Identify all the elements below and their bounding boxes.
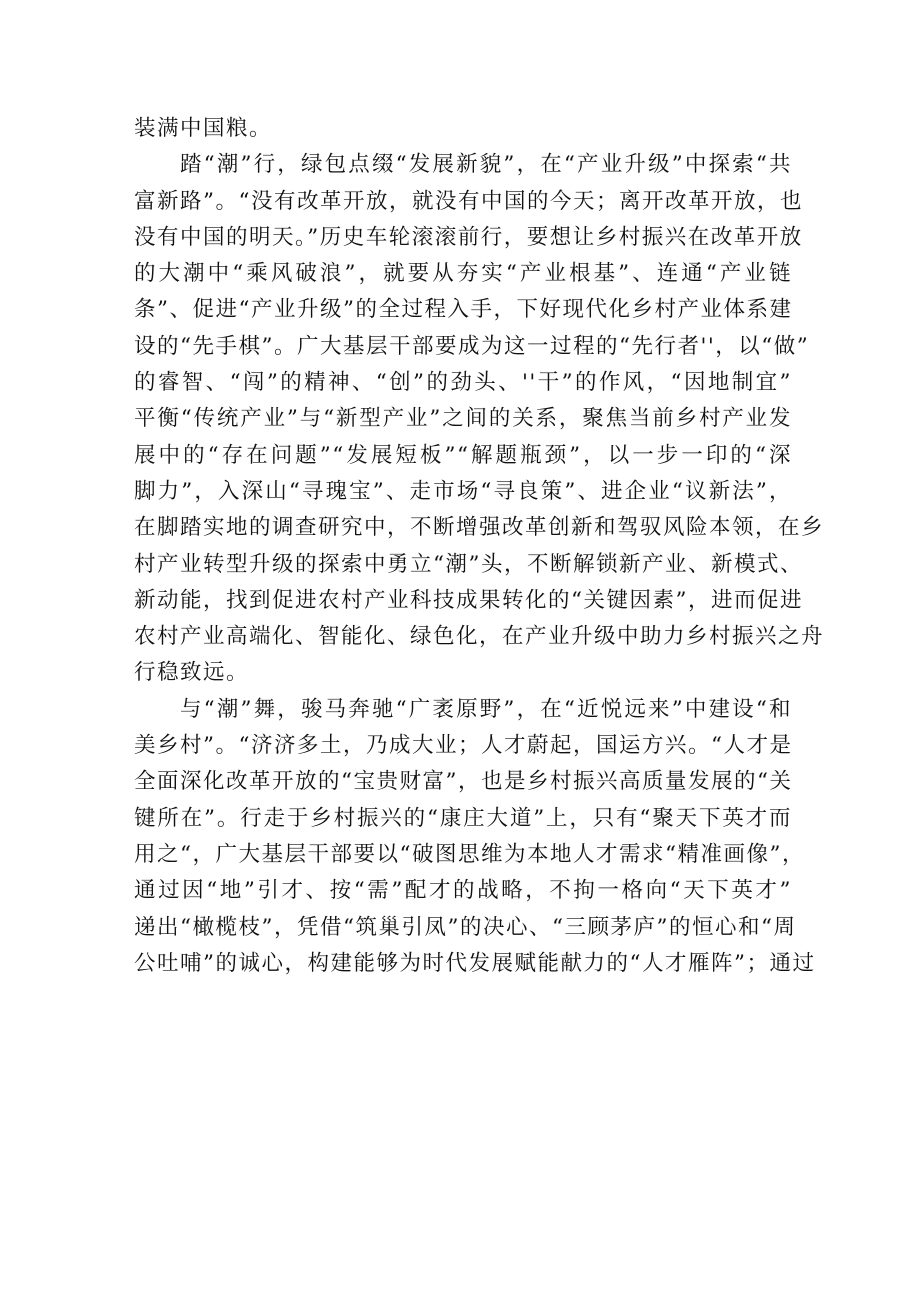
text-line: 的睿智、“闯”的精神、“创”的劲头、''干”的作风，“因地制宜” [134,370,792,396]
text-line: 装满中国粮。 [134,116,273,141]
text-line: 公吐哺”的诚心，构建能够为时代发展赋能献力的“人才雁阵”；通过 [134,950,816,976]
text-line: 村产业转型升级的探索中勇立“潮”头，不断解锁新产业、新模式、 [134,551,803,577]
text-line: 全面深化改革开放的“宝贵财富”，也是乡村振兴高质量发展的“关 [134,769,793,795]
text-line: 美乡村”。“济济多土，乃成大业；人才蔚起，国运方兴。“人才是 [134,733,793,759]
paragraph-3 [134,692,816,982]
text-line: 通过因“地”引才、按“需”配才的战略，不拘一格向“天下英才” [134,878,792,904]
text-line: 行稳致远。 [134,660,250,686]
text-line: 设的“先手棋”。广大基层干部要成为这一过程的“先行者''，以“做” [134,333,810,359]
text-line: 用之“，广大基层干部要以“破图思维为本地人才需求“精准画像”， [134,841,805,867]
text-line: 富新路”。“没有改革开放，就没有中国的今天；离开改革开放，也 [134,188,803,214]
text-line: 没有中国的明天。”历史车轮滚滚前行，要想让乡村振兴在改革开放 [134,224,803,250]
paragraph-2 [134,147,825,691]
text-line: 新动能，找到促进农村产业科技成果转化的“关键因素”，进而促进 [134,587,803,613]
text-line: 展中的“存在问题”“发展短板”“解题瓶颈”，以一步一印的“深 [134,442,792,468]
text-line: 脚力”，入深山“寻瑰宝”、走市场“寻良策”、进企业“议新法”， [134,478,792,504]
paragraph-1 [134,111,792,147]
text-line: 平衡“传统产业”与“新型产业”之间的关系，聚焦当前乡村产业发 [134,406,792,432]
document-page [134,111,825,982]
text-line: 与“潮”舞，骏马奔驰“广袤原野”，在“近悦远来”中建设“和 [180,696,792,722]
text-line: 递出“橄榄枝”，凭借“筑巢引凤”的决心、“三顾茅庐”的恒心和“周 [134,914,797,940]
text-line: 在脚踏实地的调查研究中，不断增强改革创新和驾驭风险本领，在乡 [134,515,825,541]
text-line: 键所在”。行走于乡村振兴的“康庄大道”上，只有“聚天下英才而 [134,805,792,831]
text-line: 踏“潮”行，绿包点缀“发展新貌”，在“产业升级”中探索“共 [180,152,792,178]
text-line: 农村产业高端化、智能化、绿色化，在产业升级中助力乡村振兴之舟 [134,624,825,650]
text-line: 的大潮中“乘风破浪”，就要从夯实“产业根基”、连通“产业链 [134,261,792,287]
text-line: 条”、促进“产业升级”的全过程入手，下好现代化乡村产业体系建 [134,297,793,323]
